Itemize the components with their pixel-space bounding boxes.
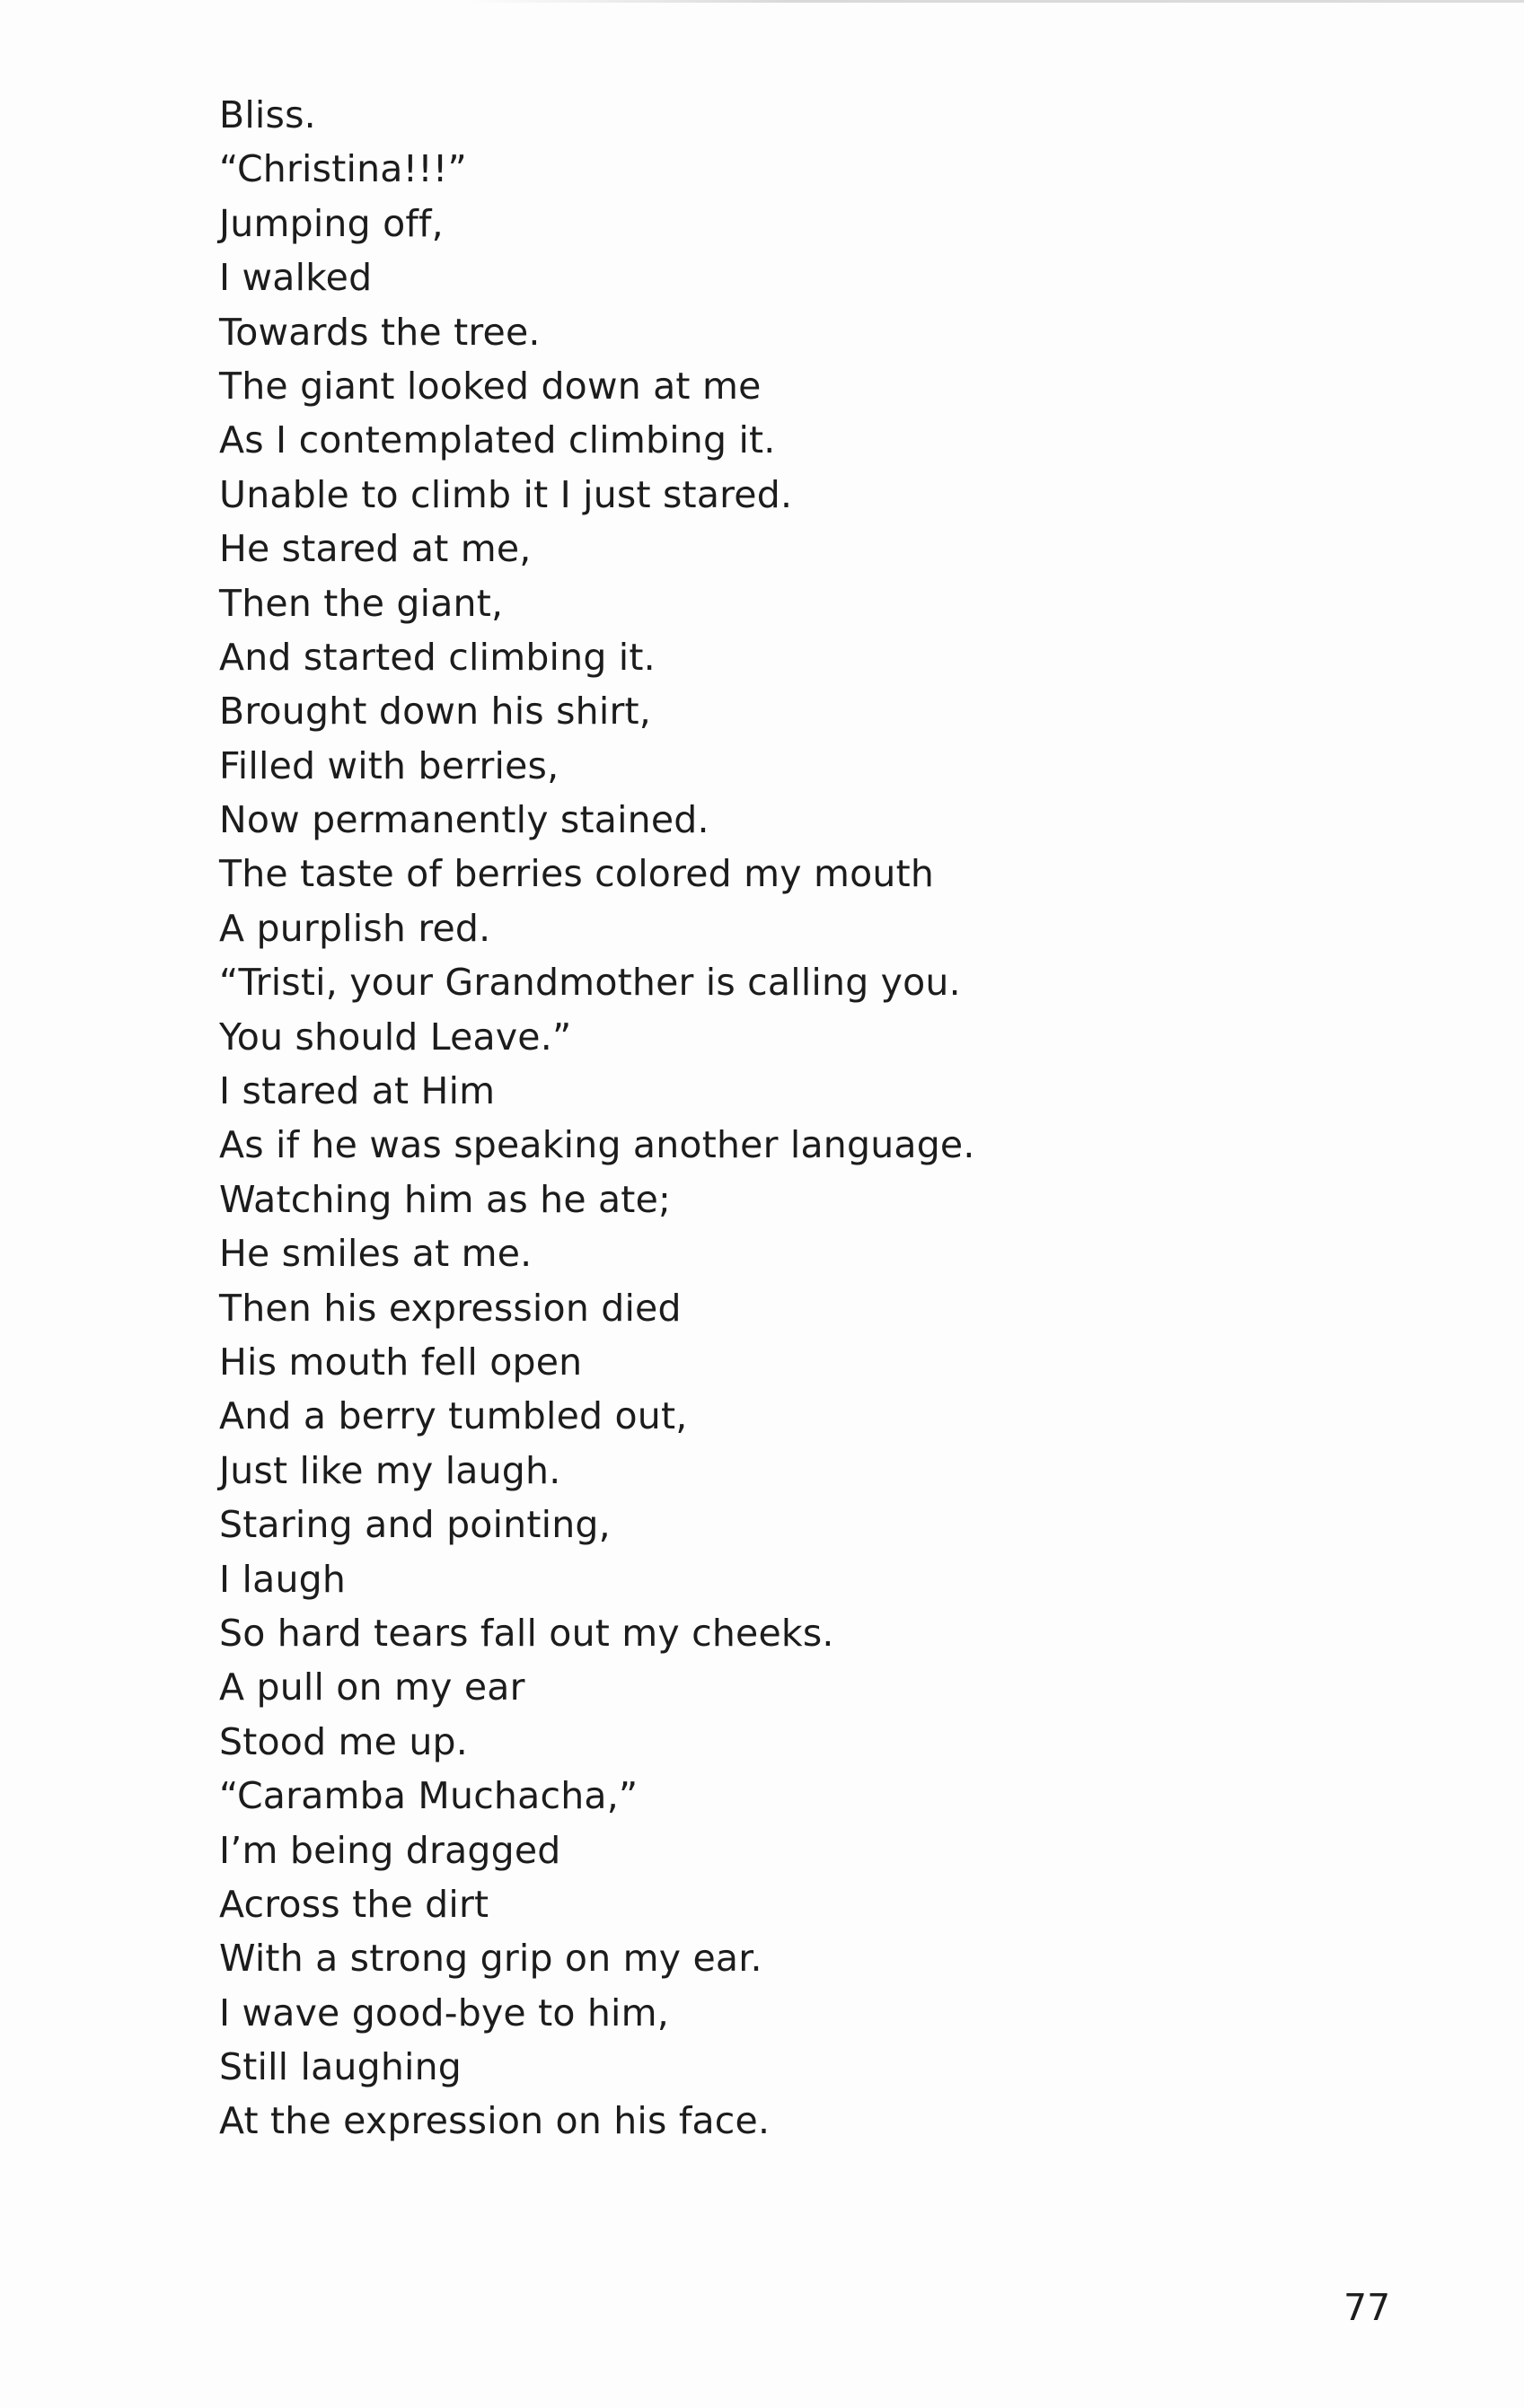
poem-line: I walked bbox=[219, 256, 373, 300]
poem-line: With a strong grip on my ear. bbox=[219, 1937, 762, 1981]
poem-line: Still laughing bbox=[219, 2045, 462, 2089]
poem-line: “Tristi, your Grandmother is calling you. bbox=[219, 961, 961, 1005]
poem-line: I laugh bbox=[219, 1557, 347, 1601]
poem-line: As I contemplated climbing it. bbox=[219, 418, 776, 462]
poem-line: I’m being dragged bbox=[219, 1828, 561, 1872]
poem-line: A purplish red. bbox=[219, 906, 491, 950]
poem-line: And started climbing it. bbox=[219, 635, 656, 679]
page-edge-shadow bbox=[467, 0, 1524, 3]
poem-line: As if he was speaking another language. bbox=[219, 1123, 975, 1167]
poem-line: He smiles at me. bbox=[219, 1232, 533, 1276]
poem-line: I wave good-bye to him, bbox=[219, 1991, 670, 2034]
poem-line: Towards the tree. bbox=[219, 310, 541, 354]
poem-line: “Christina!!!” bbox=[219, 147, 467, 191]
poem-line: Filled with berries, bbox=[219, 743, 559, 787]
poem-line: Stood me up. bbox=[219, 1719, 468, 1763]
poem-line: And a berry tumbled out, bbox=[219, 1394, 688, 1438]
poem-line: He stared at me, bbox=[219, 527, 532, 571]
poem-line: Watching him as he ate; bbox=[219, 1177, 672, 1221]
poem-line: At the expression on his face. bbox=[219, 2099, 771, 2143]
poem-line: Now permanently stained. bbox=[219, 798, 709, 842]
poem-line: Brought down his shirt, bbox=[219, 690, 652, 734]
poem-line: “Caramba Muchacha,” bbox=[219, 1774, 639, 1818]
poem-line: You should Leave.” bbox=[219, 1015, 572, 1059]
poem-line: The giant looked down at me bbox=[219, 364, 762, 408]
poem-line: His mouth fell open bbox=[219, 1340, 583, 1384]
page-number: 77 bbox=[1343, 2286, 1391, 2329]
poem-line: Then the giant, bbox=[219, 581, 504, 625]
poem-line: Jumping off, bbox=[219, 201, 444, 245]
poem-line: Just like my laugh. bbox=[219, 1448, 561, 1492]
poem-line: A pull on my ear bbox=[219, 1665, 525, 1709]
poem-line: I stared at Him bbox=[219, 1069, 496, 1113]
poem-text bbox=[219, 88, 1297, 2149]
poem-line: Unable to climb it I just stared. bbox=[219, 472, 793, 516]
poem-line: So hard tears fall out my cheeks. bbox=[219, 1611, 834, 1655]
poem-line: Bliss. bbox=[219, 93, 316, 136]
poem-line: Then his expression died bbox=[219, 1286, 682, 1330]
poem-line: Across the dirt bbox=[219, 1882, 489, 1926]
poem-line: Staring and pointing, bbox=[219, 1503, 611, 1547]
poem-line: The taste of berries colored my mouth bbox=[219, 852, 935, 896]
